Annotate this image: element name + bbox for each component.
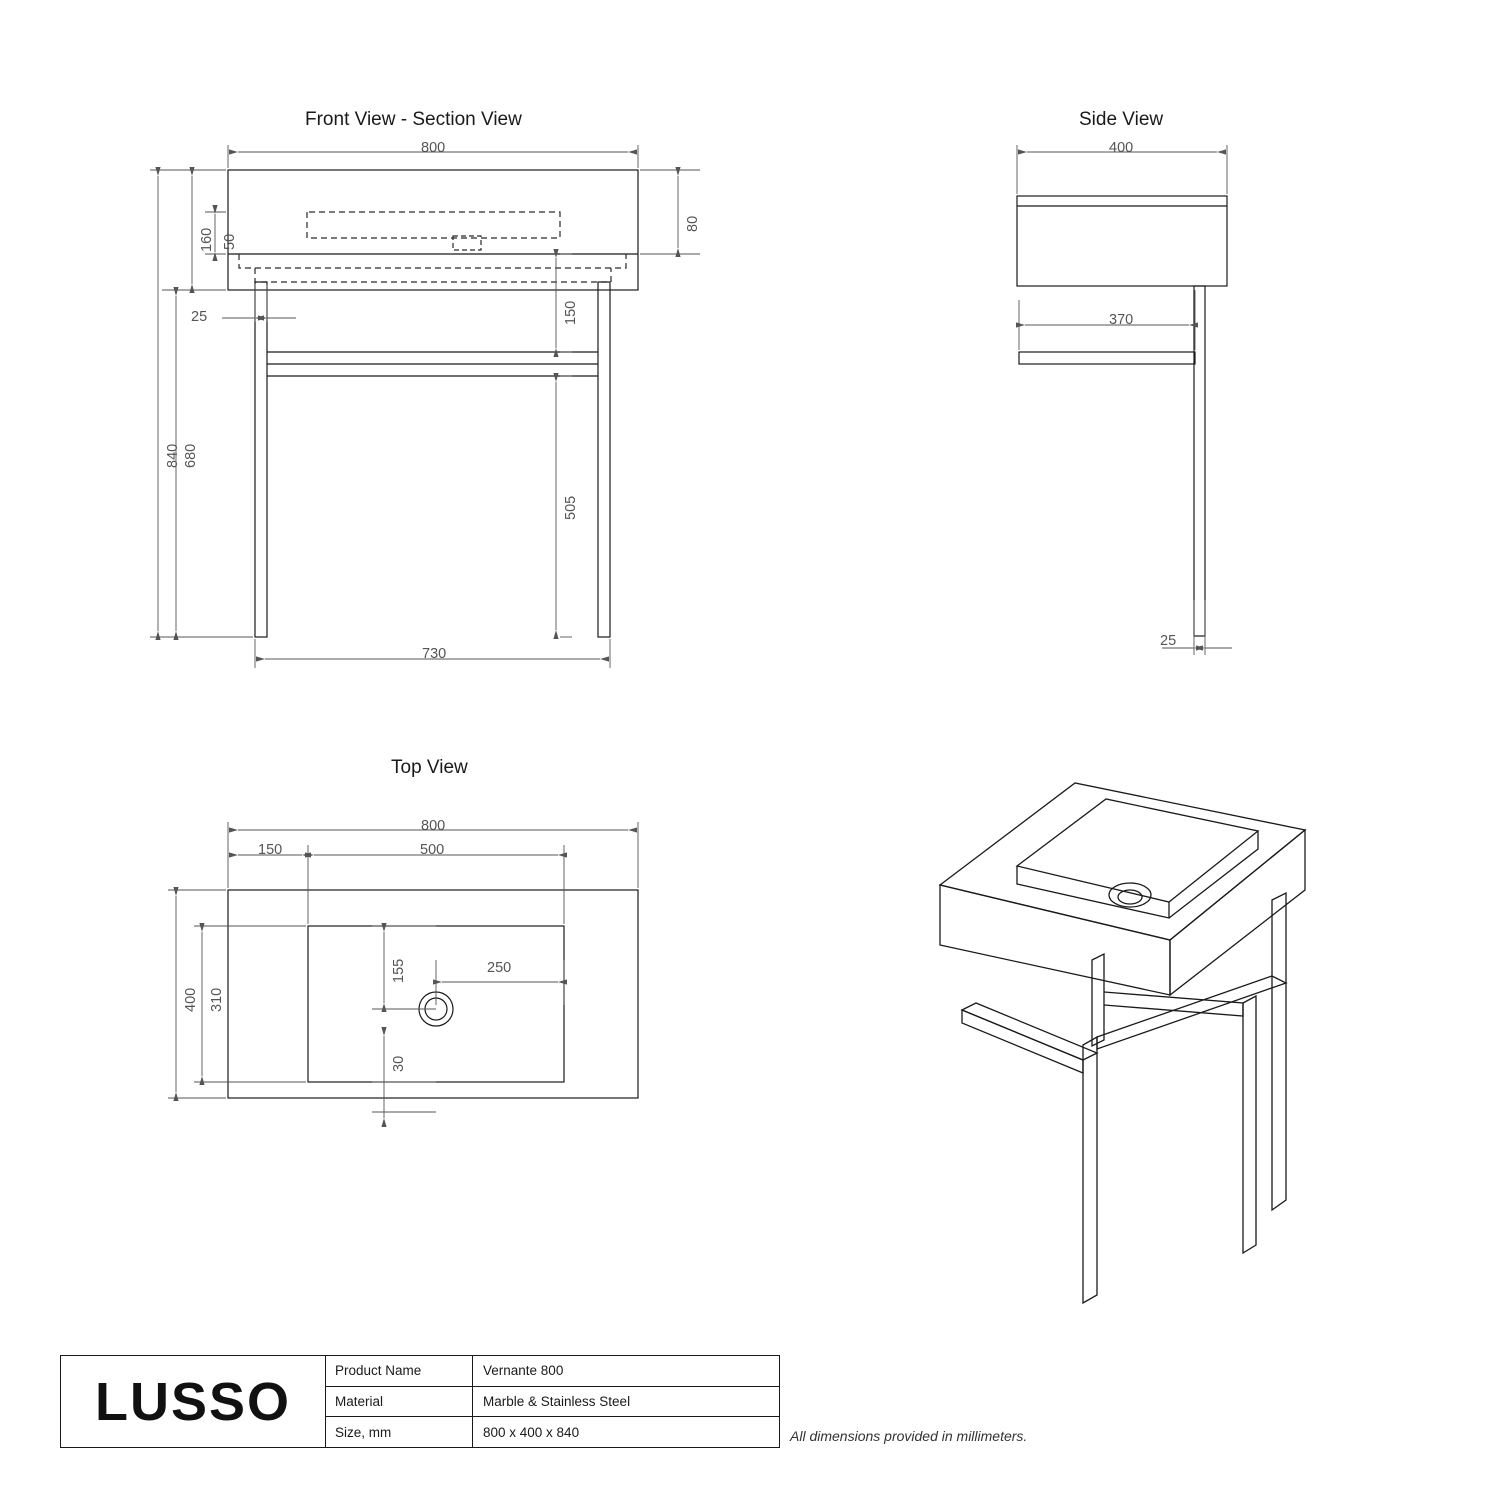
dim-front-width-800: 800: [421, 140, 446, 156]
dim-side-shelf-370: 370: [1109, 312, 1134, 328]
units-footnote: All dimensions provided in millimeters.: [790, 1428, 1028, 1444]
title-block-row: [326, 1417, 779, 1447]
dim-top-bowl-500: 500: [420, 842, 445, 858]
material-value: Marble & Stainless Steel: [483, 1394, 631, 1409]
dim-top-edge-150: 150: [258, 842, 283, 858]
front-view-title: Front View - Section View: [305, 109, 522, 130]
brand-logo-text: LUSSO: [94, 1371, 292, 1432]
size-value: 800 x 400 x 840: [483, 1424, 580, 1440]
dim-top-width-800: 800: [421, 818, 446, 834]
dim-front-shelf-150: 150: [563, 300, 579, 325]
product-name-label: Product Name: [326, 1356, 473, 1386]
product-name-value: Vernante 800: [483, 1363, 564, 1379]
dim-front-inner-50: 50: [222, 233, 238, 250]
dim-front-top-80: 80: [685, 215, 701, 232]
front-view-dimensions: [150, 145, 700, 668]
size-label: Size, mm: [326, 1417, 473, 1447]
side-view-title: Side View: [1079, 109, 1164, 130]
dim-top-drain-30: 30: [391, 1055, 407, 1072]
dim-top-bowl-310: 310: [209, 987, 225, 1012]
isometric-view-geometry: [940, 783, 1305, 1303]
dim-front-basin-160: 160: [199, 227, 215, 252]
front-view-geometry: [228, 170, 638, 637]
dim-top-drain-250: 250: [487, 960, 512, 976]
brand-logo: [61, 1356, 326, 1447]
dim-side-leg-25: 25: [1160, 633, 1177, 649]
dim-front-offset-25: 25: [191, 309, 208, 325]
top-view-title: Top View: [391, 757, 468, 778]
dim-front-height-840: 840: [165, 443, 181, 468]
material-label: Material: [326, 1387, 473, 1417]
side-view-geometry: [1017, 196, 1227, 636]
dim-front-span-730: 730: [422, 646, 447, 662]
top-view-geometry: [228, 890, 638, 1098]
title-block-rows: [326, 1356, 779, 1447]
dim-top-drain-155: 155: [391, 958, 407, 983]
dim-side-depth-400: 400: [1109, 140, 1134, 156]
dim-top-depth-400: 400: [183, 987, 199, 1012]
dim-front-clear-505: 505: [563, 495, 579, 520]
dim-front-leg-680: 680: [183, 443, 199, 468]
title-block: [60, 1355, 780, 1448]
side-view-dimensions: [1017, 145, 1232, 655]
title-block-row: [326, 1356, 779, 1387]
title-block-row: [326, 1387, 779, 1418]
